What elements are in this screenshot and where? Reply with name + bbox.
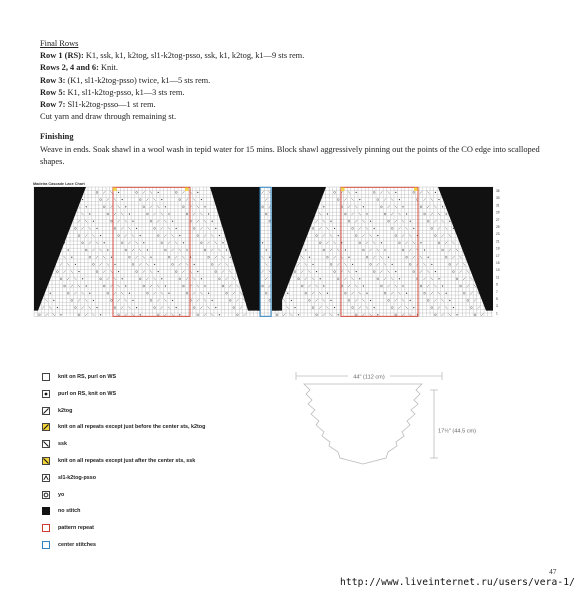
- legend-item: knit on all repeats except just before the center sts, k2tog: [42, 422, 205, 432]
- instruction-row: Row 7: Sl1-k2tog-psso—1 st rem.: [40, 100, 156, 110]
- blue-outline-square-icon: [42, 541, 50, 549]
- row-number: 3: [496, 304, 498, 309]
- row-number: 35: [496, 189, 500, 193]
- legend-item: no stitch: [42, 506, 80, 516]
- lace-chart: [33, 187, 513, 339]
- caret-square-icon: [42, 474, 50, 482]
- legend-item: knit on RS, purl on WS: [42, 372, 116, 382]
- row-number: 1: [496, 311, 498, 316]
- legend-item: ssk: [42, 439, 67, 449]
- row-number: 21: [496, 239, 500, 244]
- pattern-instructions: [40, 38, 560, 168]
- row-number: 11: [496, 275, 500, 280]
- cut-yarn-text: Cut yarn and draw through remaining st.: [40, 112, 177, 122]
- instruction-row: Rows 2, 4 and 6: Knit.: [40, 63, 118, 73]
- row-number: 33: [496, 196, 500, 201]
- row-number: 31: [496, 203, 500, 208]
- row-number: 5: [496, 297, 498, 301]
- yellow-slash-square-icon: [42, 423, 50, 431]
- instruction-row: Row 3: (K1, sl1-k2tog-psso) twice, k1—5 sts rem.: [40, 75, 211, 85]
- row-number: 23: [496, 232, 500, 237]
- final-rows-heading: Final Rows: [40, 39, 79, 48]
- row-number: 27: [496, 217, 500, 222]
- instruction-row: Row 1 (RS): K1, ssk, k1, k2tog, sl1-k2tog-psso, ssk, k1, k2tog, k1—9 sts rem.: [40, 51, 305, 61]
- row-number: 17: [496, 253, 500, 258]
- highlight-cell: [414, 187, 418, 191]
- empty-square-icon: [42, 373, 50, 381]
- legend-item: pattern repeat: [42, 523, 94, 533]
- legend-item: center stitches: [42, 540, 96, 550]
- black-square-icon: [42, 507, 50, 515]
- shawl-schematic: [290, 370, 477, 470]
- legend-item: knit on all repeats except just after the center sts, ssk: [42, 456, 195, 466]
- highlight-cell: [185, 187, 189, 191]
- highlight-cell: [113, 187, 117, 191]
- legend-item: purl on RS, knit on WS: [42, 389, 116, 399]
- highlight-cell: [341, 187, 345, 191]
- row-number: 25: [496, 225, 500, 229]
- height-label: 17½" (44.5 cm): [438, 428, 477, 435]
- legend-item: sl1-k2tog-psso: [42, 473, 96, 483]
- legend-item: yo: [42, 490, 64, 500]
- row-number: 29: [496, 210, 500, 215]
- width-label: 44" (112 cm): [353, 374, 385, 381]
- red-outline-square-icon: [42, 524, 50, 532]
- row-number: 9: [496, 282, 498, 287]
- slash-square-icon: [42, 407, 50, 415]
- backslash-square-icon: [42, 440, 50, 448]
- instruction-row: Row 5: K1, sl1-k2tog-psso, k1—3 sts rem.: [40, 87, 185, 97]
- row-number: 19: [496, 246, 500, 251]
- shawl-outline: [304, 384, 422, 464]
- yellow-backslash-square-icon: [42, 457, 50, 465]
- row-number: 7: [496, 289, 498, 294]
- row-number: 15: [496, 261, 500, 265]
- watermark-url: http://www.liveinternet.ru/users/vera-1/: [340, 577, 576, 588]
- page-number: 47: [549, 567, 557, 576]
- finishing-text: Weave in ends. Soak shawl in a wool wash in tepid water for 15 mins. Block shawl aggressively pinning out the points of the CO edge into scalloped shapes.: [40, 144, 540, 166]
- legend-item: k2tog: [42, 406, 72, 416]
- chart-title: Madeira Cascade Lace Chart: [33, 182, 85, 186]
- finishing-heading: Finishing: [40, 132, 74, 142]
- dot-square-icon: [42, 390, 50, 398]
- row-number: 13: [496, 268, 500, 273]
- circle-square-icon: [42, 491, 50, 499]
